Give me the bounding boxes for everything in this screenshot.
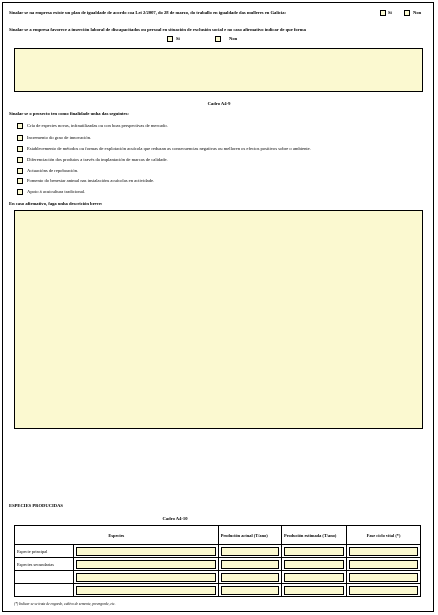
species-name-field[interactable] <box>76 573 215 582</box>
option-label-6: Fomento do benestar animal nas instalacións acuícolas en actividade. <box>27 178 155 183</box>
current-production-field[interactable] <box>221 573 279 582</box>
header-life-cycle: Fase ciclo vital (*) <box>347 526 421 545</box>
equality-plan-question: Sinalar se na empresa existe un plan de igualdade de acordo coa Lei 2/2007, do 28 de marzo, do traballo en igualdade das mulleres en Galicia: <box>9 10 287 15</box>
option-checkbox-2[interactable] <box>17 135 23 141</box>
table-a49-caption: Cadro A4-9 <box>207 101 231 106</box>
species-footnote: (*) Indicar se se trata de engorde, cultivo de semente, preengorde, etc. <box>14 602 116 606</box>
row-label: Especies secundarias <box>15 558 74 571</box>
option-label-7: Apoio á acuicultura tradicional. <box>27 189 86 194</box>
equality-plan-yes-checkbox[interactable] <box>380 10 386 16</box>
table-row <box>15 558 421 571</box>
table-row <box>15 571 421 584</box>
life-cycle-field[interactable] <box>349 586 418 595</box>
labour-insertion-question: Sinalar se a empresa favorece a inserción laboral de discapacitados ou persoal en situación de exclusión social e no caso afirmativo indicar de que forma <box>9 27 306 32</box>
species-table <box>14 525 421 597</box>
form-page <box>2 2 434 612</box>
current-production-field[interactable] <box>221 586 279 595</box>
species-name-field[interactable] <box>76 586 215 595</box>
affirmative-description-textarea[interactable] <box>14 210 423 429</box>
labour-insertion-yes-checkbox[interactable] <box>167 36 173 42</box>
option-label-3: Establecemento de métodos ou formas de explotación acuícola que reduzan as consecuencias negativas ou melloren os efectos positivos sobre o ambiente. <box>27 146 311 151</box>
affirmative-description-label: En caso afirmativo, faga unha descrición breve: <box>9 201 103 206</box>
header-species: Especies <box>15 526 219 545</box>
table-a49-intro: Sinalar se o proxecto ten como finalidade unha das seguintes: <box>9 111 129 116</box>
table-row <box>15 545 421 558</box>
header-estimated-production: Produción estimada (T/ano) <box>281 526 346 545</box>
estimated-production-field[interactable] <box>284 547 344 556</box>
option-checkbox-5[interactable] <box>17 168 23 174</box>
option-checkbox-3[interactable] <box>17 146 23 152</box>
option-checkbox-4[interactable] <box>17 157 23 163</box>
equality-plan-yes-label: Si <box>388 10 392 15</box>
table-row <box>15 584 421 597</box>
labour-insertion-textarea[interactable] <box>14 48 423 92</box>
labour-insertion-no-label: Non <box>229 36 238 41</box>
species-section-title: ESPECIES PRODUCIDAS <box>9 503 63 508</box>
species-name-field[interactable] <box>76 560 215 569</box>
option-label-5: Actuacións de repoboación. <box>27 168 79 173</box>
species-table-header-row <box>15 526 421 545</box>
life-cycle-field[interactable] <box>349 547 418 556</box>
row-label <box>15 584 74 597</box>
species-table-caption: Cadro A4-10 <box>162 516 188 521</box>
option-label-2: Incremento do grao de innovación. <box>27 135 92 140</box>
estimated-production-field[interactable] <box>284 573 344 582</box>
estimated-production-field[interactable] <box>284 586 344 595</box>
estimated-production-field[interactable] <box>284 560 344 569</box>
current-production-field[interactable] <box>221 547 279 556</box>
labour-insertion-yes-label: Si <box>176 36 180 41</box>
labour-insertion-no-checkbox[interactable] <box>215 36 221 42</box>
life-cycle-field[interactable] <box>349 573 418 582</box>
option-label-4: Diferenciación dos produtos a través da implantación de marcas de calidade. <box>27 157 168 162</box>
equality-plan-no-checkbox[interactable] <box>404 10 410 16</box>
option-checkbox-6[interactable] <box>17 178 23 184</box>
current-production-field[interactable] <box>221 560 279 569</box>
option-label-1: Cría de especies novas, infrautilizadas ou con boas perspectivas de mercado. <box>27 123 168 128</box>
option-checkbox-1[interactable] <box>17 123 23 129</box>
species-name-field[interactable] <box>76 547 215 556</box>
row-label <box>15 571 74 584</box>
equality-plan-no-label: Non <box>413 10 422 15</box>
option-checkbox-7[interactable] <box>17 189 23 195</box>
header-current-production: Produción actual (T/ano) <box>218 526 281 545</box>
life-cycle-field[interactable] <box>349 560 418 569</box>
row-label: Especie principal <box>15 545 74 558</box>
